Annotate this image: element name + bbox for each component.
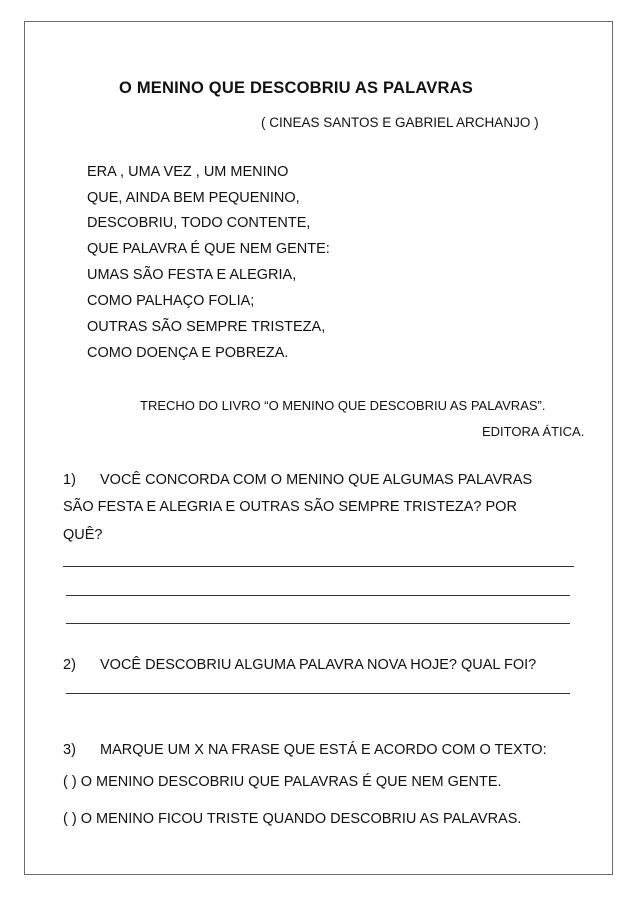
poem-line: ERA , UMA VEZ , UM MENINO bbox=[87, 164, 289, 180]
poem-line: UMAS SÃO FESTA E ALEGRIA, bbox=[87, 267, 297, 283]
question-1-number: 1) bbox=[63, 472, 76, 488]
poem-line: DESCOBRIU, TODO CONTENTE, bbox=[87, 215, 311, 231]
question-1-text: QUÊ? bbox=[63, 527, 103, 543]
question-3-text: MARQUE UM X NA FRASE QUE ESTÁ E ACORDO COM O TEXTO: bbox=[100, 742, 547, 758]
authors-line: ( CINEAS SANTOS E GABRIEL ARCHANJO ) bbox=[261, 115, 539, 130]
answer-line[interactable] bbox=[66, 693, 570, 694]
question-2-text: VOCÊ DESCOBRIU ALGUMA PALAVRA NOVA HOJE? QUAL FOI? bbox=[100, 657, 537, 673]
answer-line[interactable] bbox=[66, 623, 570, 624]
poem-line: COMO PALHAÇO FOLIA; bbox=[87, 293, 255, 309]
source-publisher: EDITORA ÁTICA. bbox=[482, 424, 585, 439]
poem-line: QUE, AINDA BEM PEQUENINO, bbox=[87, 190, 300, 206]
question-2-number: 2) bbox=[63, 657, 76, 673]
answer-line[interactable] bbox=[66, 595, 570, 596]
option-2-checkbox-line[interactable]: ( ) O MENINO FICOU TRISTE QUANDO DESCOBRIU AS PALAVRAS. bbox=[63, 811, 522, 827]
poem-line: QUE PALAVRA É QUE NEM GENTE: bbox=[87, 241, 330, 257]
question-3-number: 3) bbox=[63, 742, 76, 758]
poem-line: OUTRAS SÃO SEMPRE TRISTEZA, bbox=[87, 319, 326, 335]
answer-line[interactable] bbox=[63, 566, 574, 567]
source-excerpt: TRECHO DO LIVRO “O MENINO QUE DESCOBRIU AS PALAVRAS”. bbox=[140, 398, 546, 413]
page-title: O MENINO QUE DESCOBRIU AS PALAVRAS bbox=[119, 79, 473, 97]
question-1-text: VOCÊ CONCORDA COM O MENINO QUE ALGUMAS PALAVRAS bbox=[100, 472, 533, 488]
question-1-text: SÃO FESTA E ALEGRIA E OUTRAS SÃO SEMPRE TRISTEZA? POR bbox=[63, 499, 517, 515]
option-1-checkbox-line[interactable]: ( ) O MENINO DESCOBRIU QUE PALAVRAS É QUE NEM GENTE. bbox=[63, 774, 502, 790]
poem-line: COMO DOENÇA E POBREZA. bbox=[87, 345, 289, 361]
